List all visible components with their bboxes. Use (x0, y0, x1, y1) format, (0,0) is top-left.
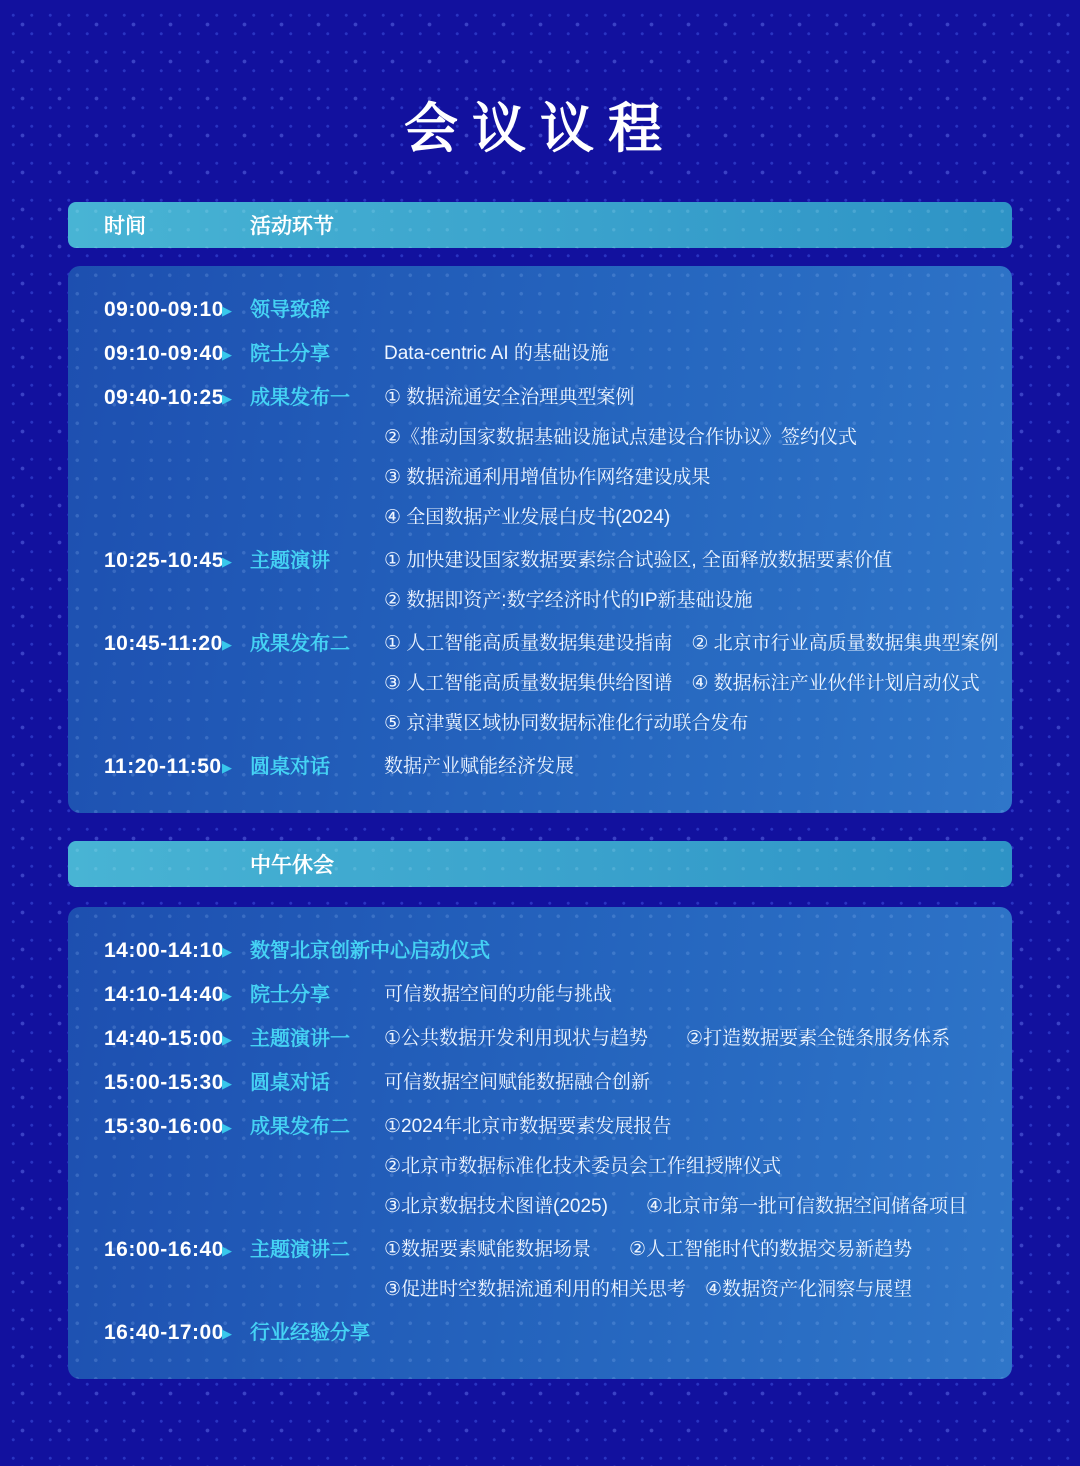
agenda-row (104, 1107, 984, 1227)
header-activity-label: 活动环节 (250, 215, 334, 239)
row-session: 成果发布二 (250, 633, 350, 656)
row-content (384, 1313, 984, 1353)
content-line: ②《推动国家数据基础设施试点建设合作协议》签约仪式 (384, 427, 858, 449)
row-time: 09:40-10:25 (104, 386, 224, 410)
content-line: ① 人工智能高质量数据集建设指南 ② 北京市行业高质量数据集典型案例 (384, 633, 999, 655)
content-line: 数据产业赋能经济发展 (384, 756, 575, 778)
agenda-row (104, 541, 984, 621)
row-time: 14:40-15:00 (104, 1027, 224, 1051)
row-content (384, 1107, 984, 1227)
play-arrow-icon: ▶ (222, 1076, 232, 1092)
content-line: Data-centric AI 的基础设施 (384, 343, 609, 365)
content-line: ①2024年北京市数据要素发展报告 (384, 1116, 672, 1138)
play-arrow-icon: ▶ (222, 944, 232, 960)
agenda-row (104, 378, 984, 538)
page-title: 会议议程 (404, 99, 676, 159)
row-content (384, 334, 984, 374)
agenda-row (104, 931, 984, 972)
content-line: 可信数据空间的功能与挑战 (384, 984, 613, 1006)
play-arrow-icon: ▶ (222, 637, 232, 653)
content-line: 可信数据空间赋能数据融合创新 (384, 1072, 651, 1094)
agenda-row (104, 975, 984, 1016)
lunch-break-label: 中午休会 (250, 854, 334, 878)
header-time-label: 时间 (104, 215, 146, 239)
afternoon-schedule-panel (68, 907, 1012, 1379)
row-time: 14:10-14:40 (104, 983, 224, 1007)
agenda-row (104, 1230, 984, 1310)
content-line: ③ 数据流通利用增值协作网络建设成果 (384, 467, 711, 489)
row-time: 16:00-16:40 (104, 1238, 224, 1262)
content-line: ③ 人工智能高质量数据集供给图谱 ④ 数据标注产业伙伴计划启动仪式 (384, 673, 980, 695)
content-line: ③北京数据技术图谱(2025) ④北京市第一批可信数据空间储备项目 (384, 1196, 967, 1218)
row-content (384, 1230, 984, 1310)
play-arrow-icon: ▶ (222, 760, 232, 776)
row-content (384, 624, 999, 744)
row-time: 10:45-11:20 (104, 632, 223, 656)
row-session: 数智北京创新中心启动仪式 (250, 940, 490, 963)
row-content (384, 747, 984, 787)
row-session: 院士分享 (250, 343, 330, 366)
agenda-row (104, 624, 999, 744)
content-line: ③促进时空数据流通利用的相关思考 ④数据资产化洞察与展望 (384, 1279, 913, 1301)
agenda-row (104, 290, 984, 331)
agenda-row (104, 1063, 984, 1104)
agenda-row (104, 1313, 984, 1354)
row-time: 14:00-14:10 (104, 939, 224, 963)
row-session: 行业经验分享 (250, 1322, 370, 1345)
play-arrow-icon: ▶ (222, 1326, 232, 1342)
row-content (384, 290, 984, 330)
lunch-break-bar (68, 841, 1012, 887)
row-content (384, 1019, 984, 1059)
play-arrow-icon: ▶ (222, 1032, 232, 1048)
row-content (384, 975, 984, 1015)
play-arrow-icon: ▶ (222, 391, 232, 407)
row-session: 成果发布二 (250, 1116, 350, 1139)
row-content (384, 931, 984, 971)
row-time: 16:40-17:00 (104, 1321, 224, 1345)
row-content (384, 378, 984, 538)
content-line: ② 数据即资产:数字经济时代的IP新基础设施 (384, 590, 753, 612)
row-content (384, 1063, 984, 1103)
play-arrow-icon: ▶ (222, 1120, 232, 1136)
content-line: ①数据要素赋能数据场景 ②人工智能时代的数据交易新趋势 (384, 1239, 913, 1261)
row-session: 院士分享 (250, 984, 330, 1007)
row-time: 09:10-09:40 (104, 342, 224, 366)
row-session: 成果发布一 (250, 387, 350, 410)
agenda-row (104, 747, 984, 788)
row-session: 领导致辞 (250, 299, 330, 322)
row-session: 主题演讲二 (250, 1239, 350, 1262)
content-line: ①公共数据开发利用现状与趋势 ②打造数据要素全链条服务体系 (384, 1028, 951, 1050)
content-line: ②北京市数据标准化技术委员会工作组授牌仪式 (384, 1156, 782, 1178)
agenda-row (104, 1019, 984, 1060)
row-session: 圆桌对话 (250, 756, 330, 779)
row-session: 主题演讲一 (250, 1028, 350, 1051)
play-arrow-icon: ▶ (222, 347, 232, 363)
row-time: 15:30-16:00 (104, 1115, 224, 1139)
row-session: 主题演讲 (250, 550, 330, 573)
row-time: 15:00-15:30 (104, 1071, 224, 1095)
play-arrow-icon: ▶ (222, 988, 232, 1004)
agenda-row (104, 334, 984, 375)
table-header-bar (68, 202, 1012, 248)
row-time: 10:25-10:45 (104, 549, 224, 573)
content-line: ① 数据流通安全治理典型案例 (384, 387, 635, 409)
play-arrow-icon: ▶ (222, 303, 232, 319)
morning-schedule-panel (68, 266, 1012, 813)
play-arrow-icon: ▶ (222, 1243, 232, 1259)
content-line: ⑤ 京津冀区域协同数据标准化行动联合发布 (384, 713, 749, 735)
row-time: 11:20-11:50 (104, 755, 222, 779)
play-arrow-icon: ▶ (222, 554, 232, 570)
row-session: 圆桌对话 (250, 1072, 330, 1095)
row-content (384, 541, 984, 621)
row-time: 09:00-09:10 (104, 298, 224, 322)
content-line: ④ 全国数据产业发展白皮书(2024) (384, 507, 671, 529)
content-line: ① 加快建设国家数据要素综合试验区, 全面释放数据要素价值 (384, 550, 892, 572)
